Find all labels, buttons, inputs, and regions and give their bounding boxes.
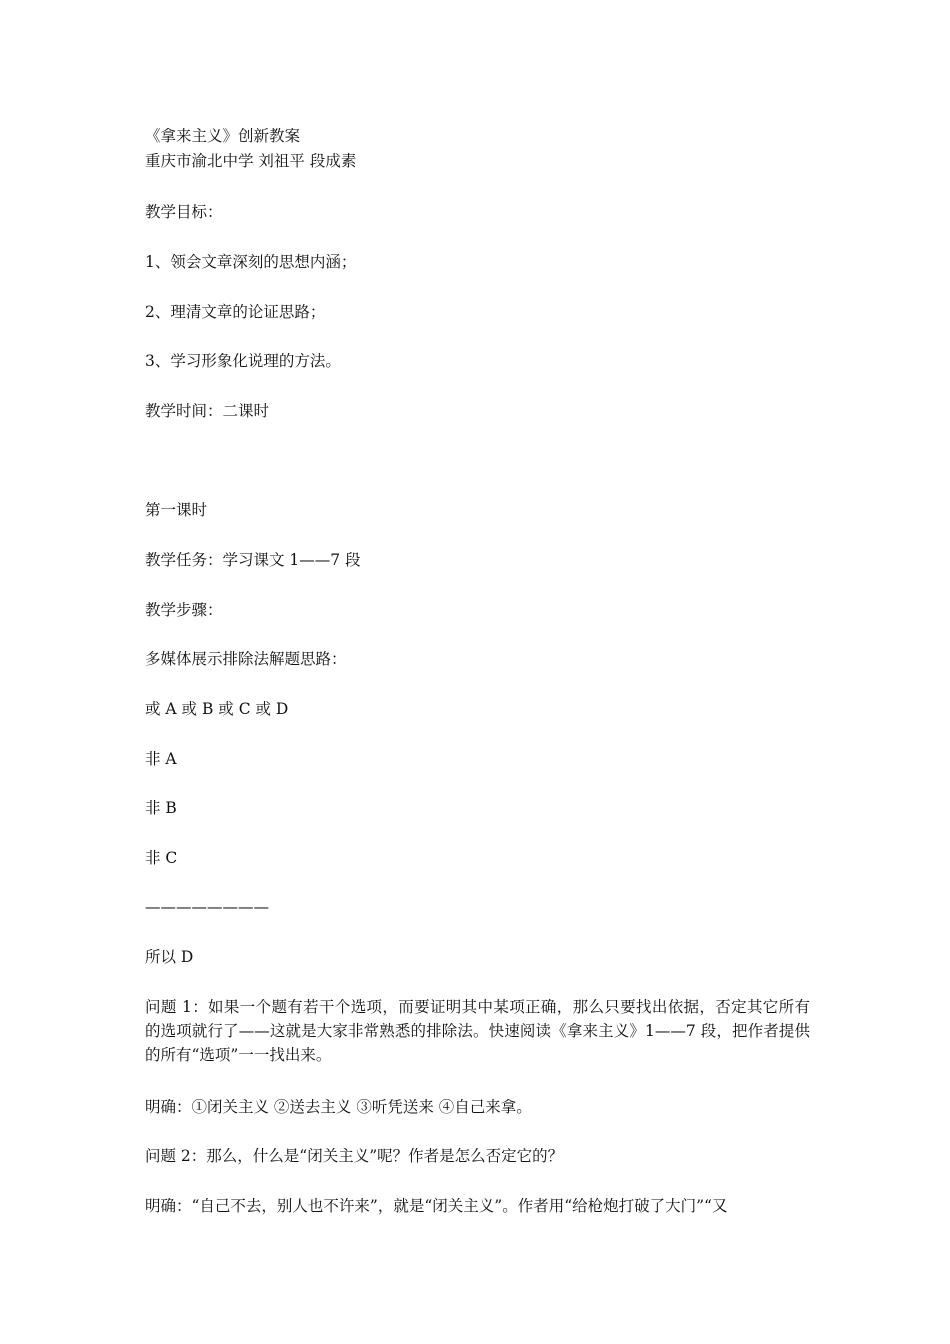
logic-line: 非 B — [145, 799, 177, 817]
goals-heading: 教学目标： — [145, 203, 223, 221]
logic-line: 非 A — [145, 750, 177, 768]
answer-2: 明确：“自己不去，别人也不许来”，就是“闭关主义”。作者用“给枪炮打破了大门”“又 — [145, 1197, 728, 1215]
logic-conclusion: 所以 D — [145, 948, 194, 966]
teaching-steps: 教学步骤： — [145, 601, 223, 619]
goal-item: 3、学习形象化说理的方法。 — [145, 352, 341, 370]
media-intro: 多媒体展示排除法解题思路： — [145, 650, 347, 668]
goal-item: 1、领会文章深刻的思想内涵； — [145, 253, 357, 271]
doc-authors: 重庆市渝北中学 刘祖平 段成素 — [145, 152, 357, 170]
logic-rule: ———————— — [145, 898, 269, 916]
teaching-task: 教学任务：学习课文 1——7 段 — [145, 551, 361, 569]
logic-line: 或 A 或 B 或 C 或 D — [145, 700, 289, 718]
doc-title: 《拿来主义》创新教案 — [145, 127, 301, 145]
question-2: 问题 2：那么，什么是“闭关主义”呢？作者是怎么否定它的？ — [145, 1147, 564, 1165]
answer-1: 明确：①闭关主义 ②送去主义 ③听凭送来 ④自己来拿。 — [145, 1098, 532, 1116]
goal-item: 2、理清文章的论证思路； — [145, 303, 326, 321]
teaching-time: 教学时间：二课时 — [145, 402, 270, 420]
logic-line: 非 C — [145, 849, 178, 867]
lesson-heading: 第一课时 — [145, 501, 208, 519]
question-1: 问题 1：如果一个题有若干个选项，而要证明其中某项正确，那么只要找出依据，否定其它所有的选项就行了——这就是大家非常熟悉的排除法。快速阅读《拿来主义》1——7 段，把作者提供的所有“选项”一一找出来。 — [145, 998, 810, 1064]
